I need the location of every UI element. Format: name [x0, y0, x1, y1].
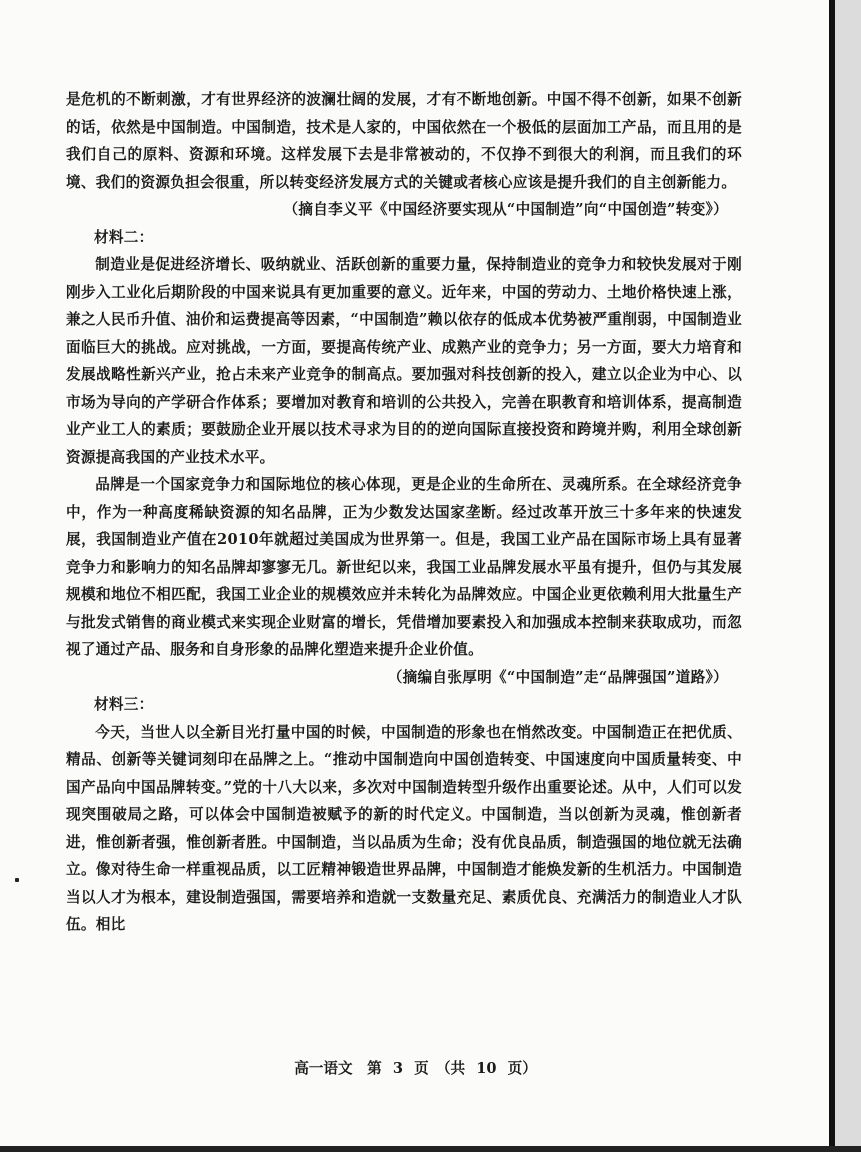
page-footer: 高一语文 第 3 页 （共 10 页） — [294, 1060, 537, 1077]
scan-edge-bottom — [0, 1146, 861, 1152]
source-citation-1: （摘自李义平《中国经济要实现从“中国制造”向“中国创造”转变》） — [283, 201, 728, 218]
page-body — [66, 86, 742, 939]
material-label-3: 材料三： — [94, 696, 154, 713]
material-label-2: 材料二： — [94, 228, 154, 246]
paragraph-material-3: 今天，当世人以全新目光打量中国的时候，中国制造的形象也在悄然改变。中国制造正在把优质、精品、创新等关键词刻印在品牌之上。“推动中国制造向中国创造转变、中国速度向中国质量转变、中国产品向中国品牌转变。”党的十八大以来，多次对中国制造转型升级作出重要论述。从中，人们可以发现突围破局之路，可以体会中国制造被赋予的新的时代定义。中国制造，当以创新为灵魂，惟创新者进，惟创新者强，惟创新者胜。中国制造，当以品质为生命；没有优良品质，制造强国的地位就无法确立。像对待生命一样重视品质，以工匠精神锻造世界品牌，中国制造才能焕发新的生机活力。中国制造当以人才为根本，建设制造强国，需要培养和造就一支数量充足、素质优良、充满活力的制造业人才队伍。相比 — [66, 723, 742, 933]
paragraph-material-2b: 品牌是一个国家竞争力和国际地位的核心体现，更是企业的生命所在、灵魂所系。在全球经济竞争中，作为一种高度稀缺资源的知名品牌，正为少数发达国家垄断。经过改革开放三十多年来的快速发展，我国制造业产值在2010年就超过美国成为世界第一。但是，我国工业产品在国际市场上具有显著竞争力和影响力的知名品牌却寥寥无几。新世纪以来，我国工业品牌发展水平虽有提升，但仍与其发展规模和地位不相匹配，我国工业企业的规模效应并未转化为品牌效应。中国企业更依赖利用大批量生产与批发式销售的商业模式来实现企业财富的增长，凭借增加要素投入和加强成本控制来获取成功，而忽视了通过产品、服务和自身形象的品牌化塑造来提升企业价值。 — [66, 476, 742, 658]
paragraph-continued: 是危机的不断刺激，才有世界经济的波澜壮阔的发展，才有不断地创新。中国不得不创新，如果不创新的话，依然是中国制造。中国制造，技术是人家的，中国依然在一个极低的层面加工产品，而且用的是我们自己的原料、资源和环境。这样发展下去是非常被动的，不仅挣不到很大的利润，而且我们的环境、我们的资源负担会很重，所以转变经济发展方式的关键或者核心应该是提升我们的自主创新能力。 — [66, 91, 742, 191]
paragraph-material-2a: 制造业是促进经济增长、吸纳就业、活跃创新的重要力量，保持制造业的竞争力和较快发展对于刚刚步入工业化后期阶段的中国来说具有更加重要的意义。近年来，中国的劳动力、土地价格快速上涨，兼之人民币升值、油价和运费提高等因素，“中国制造”赖以依存的低成本优势被严重削弱，中国制造业面临巨大的挑战。应对挑战，一方面，要提高传统产业、成熟产业的竞争力；另一方面，要大力培育和发展战略性新兴产业，抢占未来产业竞争的制高点。要加强对科技创新的投入，建立以企业为中心、以市场为导向的产学研合作体系；要增加对教育和培训的公共投入，完善在职教育和培训体系，提高制造业产业工人的素质；要鼓励企业开展以技术寻求为目的的逆向国际直接投资和跨境并购，利用全球创新资源提高我国的产业技术水平。 — [66, 256, 742, 466]
source-citation-2: （摘编自张厚明《“中国制造”走“品牌强国”道路》） — [387, 668, 728, 686]
scan-edge-right — [829, 0, 835, 1152]
scan-speck — [15, 878, 19, 882]
